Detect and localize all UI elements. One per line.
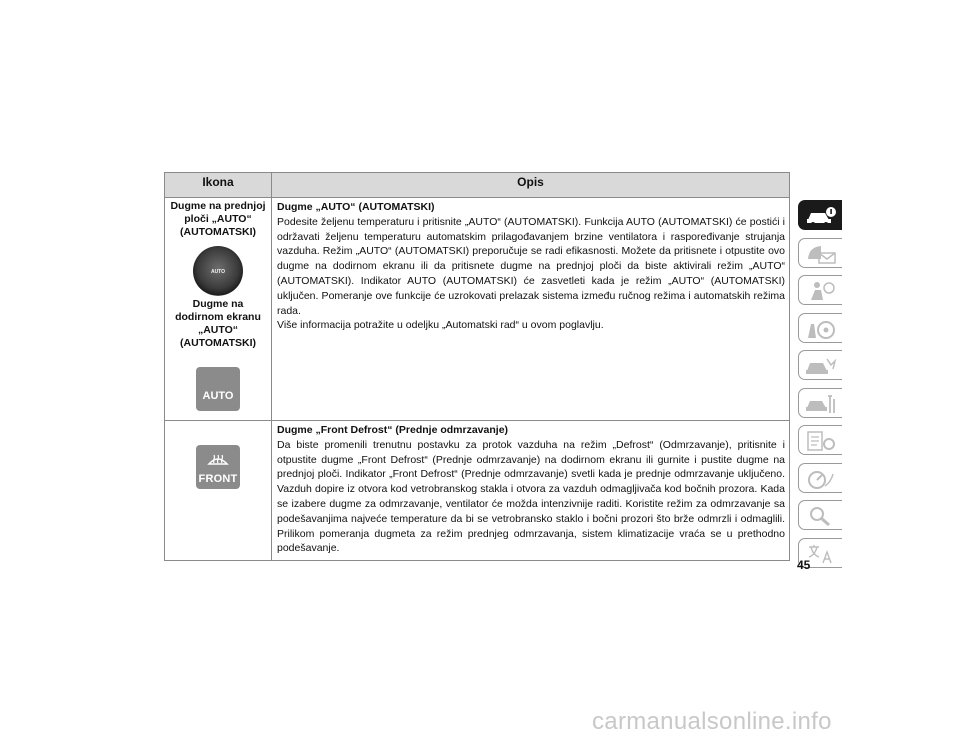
description-paragraph: Podesite željenu temperaturu i pritisnite „AUTO“ (AUTOMATSKI). Funkcija AUTO (AUTOMATSKI) će postići i održavati željenu temperaturu automatskim prilagođavanjem brzine ventilatora i raspoređivanje strujanja vazduha. Režim „AUTO“ (AUTOMATSKI) preporučuje se radi efikasnosti. Možete da pritisnete i otpustite ovo dugme na dodirnom ekranu ili da pritisnete dugme na prednjoj ploči da biste aktivirali režim „AUTO“ (AUTOMATSKI). Indikator AUTO (AUTOMATSKI) će zasvetleti kada je režim „AUTO“ (AUTOMATSKI) uključen. Pomeranje ove funkcije će uzrokovati prelazak sistema između ručnog režima i automatskih režima rada.: [277, 215, 785, 317]
car-info-icon: [805, 205, 837, 227]
tab-steering[interactable]: [798, 313, 842, 343]
car-crash-icon: [805, 355, 837, 377]
header-description: Opis: [272, 173, 790, 198]
gauge-icon: [805, 468, 837, 490]
auto-button-icon: [196, 367, 240, 411]
climate-controls-table: [164, 172, 790, 561]
auto-knob-icon: [193, 246, 243, 296]
header-icon: Ikona: [165, 173, 272, 198]
icon-caption-line: Dugme na prednjoj: [170, 200, 266, 212]
icon-caption-line: ploči „AUTO“: [184, 213, 252, 225]
tab-search[interactable]: [798, 500, 842, 530]
icon-caption-line: (AUTOMATSKI): [179, 226, 257, 238]
watermark: carmanualsonline.info: [592, 708, 832, 735]
tab-car-info[interactable]: [798, 200, 842, 230]
defrost-icon: [207, 451, 229, 467]
dashboard-message-icon: [805, 243, 837, 265]
description-cell: [272, 421, 790, 561]
checklist-settings-icon: [805, 430, 837, 452]
front-button-label: FRONT: [198, 473, 238, 485]
steering-wheel-icon: [805, 318, 837, 340]
knob-label: AUTO: [210, 269, 226, 275]
safety-airbag-icon: [805, 280, 837, 302]
table-header-row: [165, 173, 790, 198]
description-title: Dugme „Front Defrost“ (Prednje odmrzavanje): [277, 424, 509, 436]
front-defrost-button-icon: [196, 445, 240, 489]
description-paragraph: Da biste promenili trenutnu postavku za protok vazduha na režim „Defrost“ (Odmrzavanje), pritisnite i otpustite dugme „Front Defrost“ (Prednje odmrzavanje) na dodirnom ekranu ili gurnite i pustite dugme na prednjoj ploči. Indikator „Front Defrost“ (Prednje odmrzavanje) svetli kada je prednje odmrzavanje uključeno. Vazduh dopire iz otvora kod vetrobranskog stakla i otvora za vazduh odmagljivača kod bočnih prozora. Kada se izabere dugme za odmrzavanje, ventilator će možda intenzivnije raditi. Koristite režim za odmrzavanje sa podešavanjima najveće temperature da bi se vetrobransko staklo i bočni prozori što brže odmrzli i odmaglili. Prilikom pomeranja dugmeta za režim prednjeg odmrzavanja, sistem klimatizacije vraća se u prethodno podešavanje.: [277, 438, 785, 555]
description-paragraph: Više informacija potražite u odeljku „Automatski rad“ u ovom poglavlju.: [277, 319, 604, 332]
icon-caption-line: Dugme na: [192, 298, 244, 310]
tab-crash[interactable]: [798, 350, 842, 380]
description-cell: [272, 198, 790, 421]
description-title: Dugme „AUTO“ (AUTOMATSKI): [277, 201, 435, 213]
table-row: [165, 421, 790, 561]
tab-service[interactable]: [798, 388, 842, 418]
tab-gauge[interactable]: [798, 463, 842, 493]
tab-checklist[interactable]: [798, 425, 842, 455]
tab-safety[interactable]: [798, 275, 842, 305]
auto-button-label: AUTO: [202, 390, 234, 402]
icon-cell: [165, 198, 272, 421]
icon-caption-line: „AUTO“: [197, 324, 239, 336]
search-icon: [805, 505, 837, 527]
tab-dashboard-message[interactable]: [798, 238, 842, 268]
chapter-tabs: [798, 200, 842, 575]
icon-cell: [165, 421, 272, 561]
table-row: [165, 198, 790, 421]
car-service-icon: [805, 393, 837, 415]
icon-caption-line: (AUTOMATSKI): [179, 337, 257, 349]
page-number: 45: [797, 558, 811, 572]
icon-caption-line: dodirnom ekranu: [175, 311, 261, 323]
